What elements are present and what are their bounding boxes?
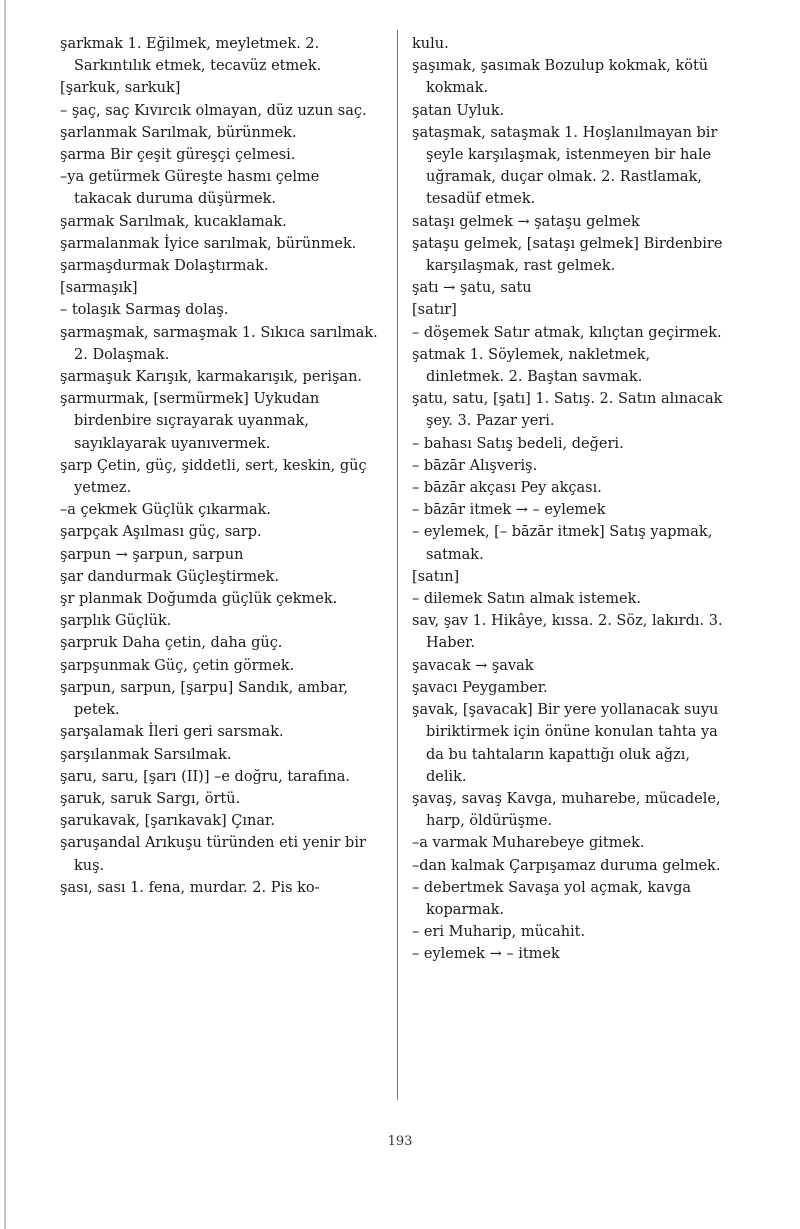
dictionary-entry: – debertmek Savaşa yol açmak, kavga koparmak.: [412, 879, 692, 918]
dictionary-entry: şaşımak, şasımak Bozulup kokmak, kötü kokmak.: [412, 58, 709, 97]
dictionary-entry: şaruk, saruk Sargı, örtü.: [60, 790, 241, 807]
dictionary-entry: sav, şav 1. Hikâye, kıssa. 2. Söz, lakırdı. 3. Haber.: [412, 613, 723, 652]
dictionary-entry: [şarkuk, sarkuk]: [60, 80, 181, 97]
dictionary-entry: – tolaşık Sarmaş dolaş.: [60, 302, 229, 319]
dictionary-entry: şataşmak, sataşmak 1. Hoşlanılmayan bir şeyle karşılaşmak, istenmeyen bir hale uğramak, duçar olmak. 2. Rastlamak, tesadüf etmek.: [412, 124, 718, 208]
dictionary-entry: şarmaşdurmak Dolaştırmak.: [60, 258, 269, 275]
dictionary-entry: –dan kalmak Çarpışamaz duruma gelmek.: [412, 857, 721, 874]
dictionary-entry: – bahası Satış bedeli, değeri.: [412, 435, 624, 452]
dictionary-entry: şatu, satu, [şatı] 1. Satış. 2. Satın alınacak şey. 3. Pazar yeri.: [412, 391, 723, 430]
dictionary-entry: şavacak → şavak: [412, 657, 534, 674]
dictionary-entry: [satır]: [412, 302, 457, 319]
dictionary-entry: şaruşandal Arıkuşu türünden eti yenir bir kuş.: [60, 835, 366, 874]
dictionary-entry: şataşu gelmek, [sataşı gelmek] Birdenbire karşılaşmak, rast gelmek.: [412, 235, 723, 275]
right-column: [412, 33, 730, 966]
dictionary-entry: –ya getürmek Güreşte hasmı çelme takacak duruma düşürmek.: [60, 169, 320, 208]
dictionary-entry: şar dandurmak Güçleştirmek.: [60, 568, 280, 585]
dictionary-entry: şası, sası 1. fena, murdar. 2. Pis ko-: [60, 879, 320, 896]
dictionary-entry: kulu.: [412, 36, 449, 52]
dictionary-entry: şr planmak Doğumda güçlük çekmek.: [60, 591, 338, 608]
scan-edge-shadow: [4, 0, 6, 1229]
dictionary-entry: şarukavak, [şarıkavak] Çınar.: [60, 813, 275, 830]
dictionary-entry: şarma Bir çeşit güreşçi çelmesi.: [60, 147, 296, 164]
dictionary-entry: – şaç, saç Kıvırcık olmayan, düz uzun saç.: [60, 102, 367, 119]
dictionary-entry: şavacı Peygamber.: [412, 679, 548, 696]
dictionary-entry: – eylemek, [– bāzār itmek] Satış yapmak, satmak.: [412, 524, 713, 563]
dictionary-entry: – dilemek Satın almak istemek.: [412, 591, 641, 608]
dictionary-entry: şarmaşmak, sarmaşmak 1. Sıkıca sarılmak. 2. Dolaşmak.: [60, 324, 378, 363]
dictionary-entry: – eylemek → – itmek: [412, 946, 560, 963]
dictionary-entry: şarmak Sarılmak, kucaklamak.: [60, 213, 287, 230]
dictionary-entry: şarlanmak Sarılmak, bürünmek.: [60, 124, 297, 141]
dictionary-entry: şarşılanmak Sarsılmak.: [60, 746, 232, 763]
dictionary-entry: şavak, [şavacak] Bir yere yollanacak suyu biriktirmek için önüne konulan tahta ya da bu tahtaların kapattığı oluk ağzı, delik.: [412, 702, 719, 785]
dictionary-entry: şarmalanmak İyice sarılmak, bürünmek.: [60, 235, 357, 252]
dictionary-entry: şarkmak 1. Eğilmek, meyletmek. 2. Sarkıntılık etmek, tecavüz etmek.: [60, 36, 322, 75]
dictionary-entry: şarpruk Daha çetin, daha güç.: [60, 635, 283, 652]
dictionary-entry: şarpun, sarpun, [şarpu] Sandık, ambar, petek.: [60, 679, 349, 719]
dictionary-entry: sataşı gelmek → şataşu gelmek: [412, 213, 640, 230]
dictionary-entry: şatı → şatu, satu: [412, 280, 532, 297]
dictionary-entry: şarpun → şarpun, sarpun: [60, 546, 244, 563]
page-number: 193: [387, 1134, 413, 1149]
dictionary-entry: [satın]: [412, 568, 460, 585]
dictionary-entry: – bāzār itmek → – eylemek: [412, 502, 606, 519]
dictionary-entry: şarp Çetin, güç, şiddetli, sert, keskin, güç yetmez.: [60, 457, 367, 497]
dictionary-entry: şarşalamak İleri geri sarsmak.: [60, 724, 284, 741]
dictionary-entry: şatmak 1. Söylemek, nakletmek, dinletmek. 2. Baştan savmak.: [412, 346, 651, 386]
dictionary-entry: şarplık Güçlük.: [60, 613, 172, 630]
dictionary-entry: şarmaşuk Karışık, karmakarışık, perişan.: [60, 369, 363, 386]
left-column: [60, 33, 378, 899]
column-divider: [397, 30, 398, 1100]
dictionary-entry: şarpçak Aşılması güç, sarp.: [60, 524, 262, 541]
dictionary-entry: – bāzār akçası Pey akçası.: [412, 480, 602, 497]
dictionary-entry: şatan Uyluk.: [412, 102, 505, 119]
dictionary-entry: –a çekmek Güçlük çıkarmak.: [60, 502, 272, 519]
dictionary-entry: şavaş, savaş Kavga, muharebe, mücadele, harp, öldürüşme.: [412, 790, 721, 830]
dictionary-entry: şarmurmak, [sermürmek] Uykudan birdenbire sıçrayarak uyanmak, sayıklayarak uyanıvermek.: [60, 391, 320, 452]
dictionary-entry: – bāzār Alışveriş.: [412, 457, 538, 474]
dictionary-entry: [sarmaşık]: [60, 280, 138, 297]
dictionary-entry: – eri Muharip, mücahit.: [412, 924, 586, 941]
dictionary-entry: – döşemek Satır atmak, kılıçtan geçirmek.: [412, 324, 722, 341]
dictionary-entry: şaru, saru, [şarı (II)] –e doğru, tarafına.: [60, 768, 350, 785]
dictionary-entry: şarpşunmak Güç, çetin görmek.: [60, 657, 295, 674]
dictionary-entry: –a varmak Muharebeye gitmek.: [412, 835, 645, 852]
